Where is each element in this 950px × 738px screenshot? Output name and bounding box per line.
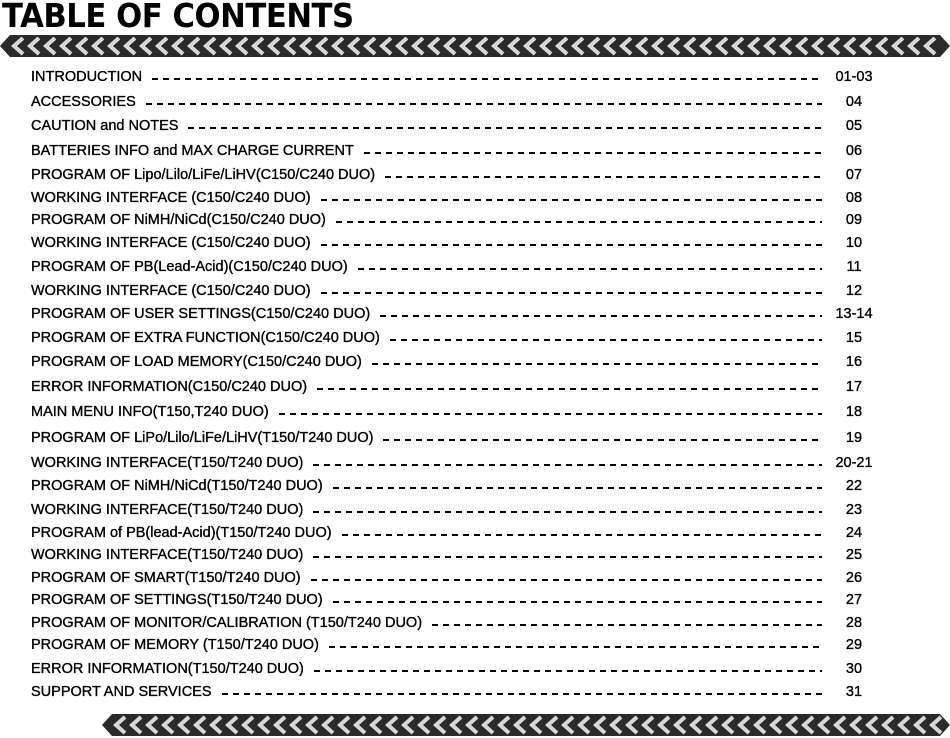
toc-entry [31, 401, 876, 423]
toc-entry [31, 612, 876, 634]
dotted-leader [372, 351, 822, 373]
toc-entry [31, 567, 876, 589]
toc-entry-page-number: 10 [845, 235, 863, 251]
toc-entry-page-number: 04 [845, 94, 863, 110]
toc-entry-title: MAIN MENU INFO(T150,T240 DUO) [31, 404, 269, 420]
toc-entry-title: WORKING INTERFACE(T150/T240 DUO) [31, 455, 304, 471]
toc-entry-title: WORKING INTERFACE (C150/C240 DUO) [31, 235, 311, 251]
toc-entry [31, 256, 876, 278]
dotted-leader [152, 66, 822, 88]
toc-entry-title: PROGRAM OF Lipo/Lilo/LiFe/LiHV(C150/C240 DUO) [31, 167, 376, 183]
dotted-leader [380, 303, 822, 325]
toc-entry-title: PROGRAM OF NiMH/NiCd(C150/C240 DUO) [31, 212, 326, 228]
dotted-leader [311, 567, 822, 589]
dotted-leader [321, 280, 822, 302]
dotted-leader [333, 475, 822, 497]
toc-entry-title: INTRODUCTION [31, 69, 143, 85]
toc-entry [31, 475, 876, 497]
dotted-leader [336, 209, 822, 231]
toc-entry-page-number: 09 [845, 212, 863, 228]
dotted-leader [383, 427, 822, 449]
toc-entry-page-number: 08 [845, 190, 863, 206]
dotted-leader [390, 327, 822, 349]
toc-entry-page-number: 11 [846, 259, 862, 275]
toc-entry-page-number: 17 [845, 379, 863, 395]
toc-entry-page-number: 29 [845, 637, 863, 653]
dotted-leader [329, 634, 822, 656]
toc-entry [31, 115, 876, 137]
toc-entry-page-number: 19 [845, 430, 863, 446]
toc-entry [31, 452, 876, 474]
toc-entry [31, 66, 876, 88]
toc-entry-page-number: 20-21 [835, 455, 873, 471]
toc-entry-page-number: 16 [845, 354, 863, 370]
toc-entry-title: ERROR INFORMATION(T150/T240 DUO) [31, 661, 304, 677]
toc-entry-title: PROGRAM OF USER SETTINGS(C150/C240 DUO) [31, 306, 371, 322]
toc-entry [31, 376, 876, 398]
toc-entry-page-number: 07 [845, 167, 863, 183]
dotted-leader [321, 232, 822, 254]
toc-entry-title: WORKING INTERFACE (C150/C240 DUO) [31, 283, 311, 299]
toc-entry-title: PROGRAM OF SETTINGS(T150/T240 DUO) [31, 592, 323, 608]
toc-entry [31, 634, 876, 656]
toc-entry-page-number: 26 [845, 570, 863, 586]
toc-entry-title: WORKING INTERFACE(T150/T240 DUO) [31, 547, 304, 563]
toc-entry-title: PROGRAM OF MONITOR/CALIBRATION (T150/T240 DUO) [31, 615, 423, 631]
dotted-leader [313, 544, 822, 566]
dotted-leader [146, 91, 822, 113]
toc-entry-title: SUPPORT AND SERVICES [31, 684, 212, 700]
dotted-leader [188, 115, 822, 137]
dotted-leader [321, 187, 822, 209]
toc-entry-page-number: 28 [845, 615, 863, 631]
toc-entry-page-number: 05 [845, 118, 863, 134]
dotted-leader [314, 658, 822, 680]
toc-entry-page-number: 27 [845, 592, 863, 608]
dotted-leader [333, 589, 822, 611]
toc-entry-title: PROGRAM OF LOAD MEMORY(C150/C240 DUO) [31, 354, 362, 370]
toc-entry-title: ERROR INFORMATION(C150/C240 DUO) [31, 379, 308, 395]
toc-entry [31, 164, 876, 186]
toc-entry-title: WORKING INTERFACE(T150/T240 DUO) [31, 502, 304, 518]
toc-entry-page-number: 01-03 [835, 69, 873, 85]
toc-entry [31, 280, 876, 302]
toc-entry-title: PROGRAM OF NiMH/NiCd(T150/T240 DUO) [31, 478, 323, 494]
toc-entry-page-number: 30 [845, 661, 863, 677]
dotted-leader [385, 164, 822, 186]
toc-entry [31, 303, 876, 325]
toc-entry [31, 544, 876, 566]
toc-entry-title: PROGRAM of PB(lead-Acid)(T150/T240 DUO) [31, 525, 332, 541]
toc-entry-page-number: 23 [845, 502, 863, 518]
dotted-leader [358, 256, 822, 278]
toc-entry-title: ACCESSORIES [31, 94, 136, 110]
toc-entry-title: PROGRAM OF MEMORY (T150/T240 DUO) [31, 637, 319, 653]
dotted-leader [432, 612, 822, 634]
toc-entry-page-number: 15 [845, 330, 863, 346]
toc-entry [31, 140, 876, 162]
toc-entry [31, 522, 876, 544]
toc-entry [31, 327, 876, 349]
dotted-leader [313, 452, 822, 474]
toc-entry-page-number: 06 [845, 143, 863, 159]
dotted-leader [364, 140, 822, 162]
toc-entry-title: CAUTION and NOTES [31, 118, 179, 134]
toc-entry [31, 91, 876, 113]
decorative-chevron-band-top [0, 33, 950, 59]
dotted-leader [317, 376, 822, 398]
dotted-leader [222, 681, 822, 703]
toc-entry [31, 499, 876, 521]
toc-entry-title: PROGRAM OF PB(Lead-Acid)(C150/C240 DUO) [31, 259, 348, 275]
toc-entry [31, 232, 876, 254]
dotted-leader [279, 401, 822, 423]
toc-entry [31, 351, 876, 373]
toc-entry-page-number: 22 [845, 478, 863, 494]
dotted-leader [342, 522, 822, 544]
toc-entry-page-number: 18 [845, 404, 863, 420]
toc-entry-title: BATTERIES INFO and MAX CHARGE CURRENT [31, 143, 354, 159]
toc-entry [31, 658, 876, 680]
toc-entry [31, 589, 876, 611]
toc-entry [31, 681, 876, 703]
toc-entry-page-number: 25 [845, 547, 863, 563]
toc-entry [31, 427, 876, 449]
toc-entry-title: PROGRAM OF LiPo/Lilo/LiFe/LiHV(T150/T240 DUO) [31, 430, 374, 446]
toc-entry-title: PROGRAM OF SMART(T150/T240 DUO) [31, 570, 301, 586]
dotted-leader [313, 499, 822, 521]
decorative-chevron-band-bottom [102, 712, 950, 738]
toc-entry-title: PROGRAM OF EXTRA FUNCTION(C150/C240 DUO) [31, 330, 380, 346]
toc-entry-page-number: 24 [845, 525, 863, 541]
toc-entry-title: WORKING INTERFACE (C150/C240 DUO) [31, 190, 311, 206]
toc-entry-page-number: 13-14 [835, 306, 873, 322]
toc-entry-page-number: 31 [845, 684, 863, 700]
page-title: TABLE OF CONTENTS [2, 0, 354, 35]
toc-entry [31, 209, 876, 231]
toc-entry-page-number: 12 [845, 283, 863, 299]
toc-entry [31, 187, 876, 209]
